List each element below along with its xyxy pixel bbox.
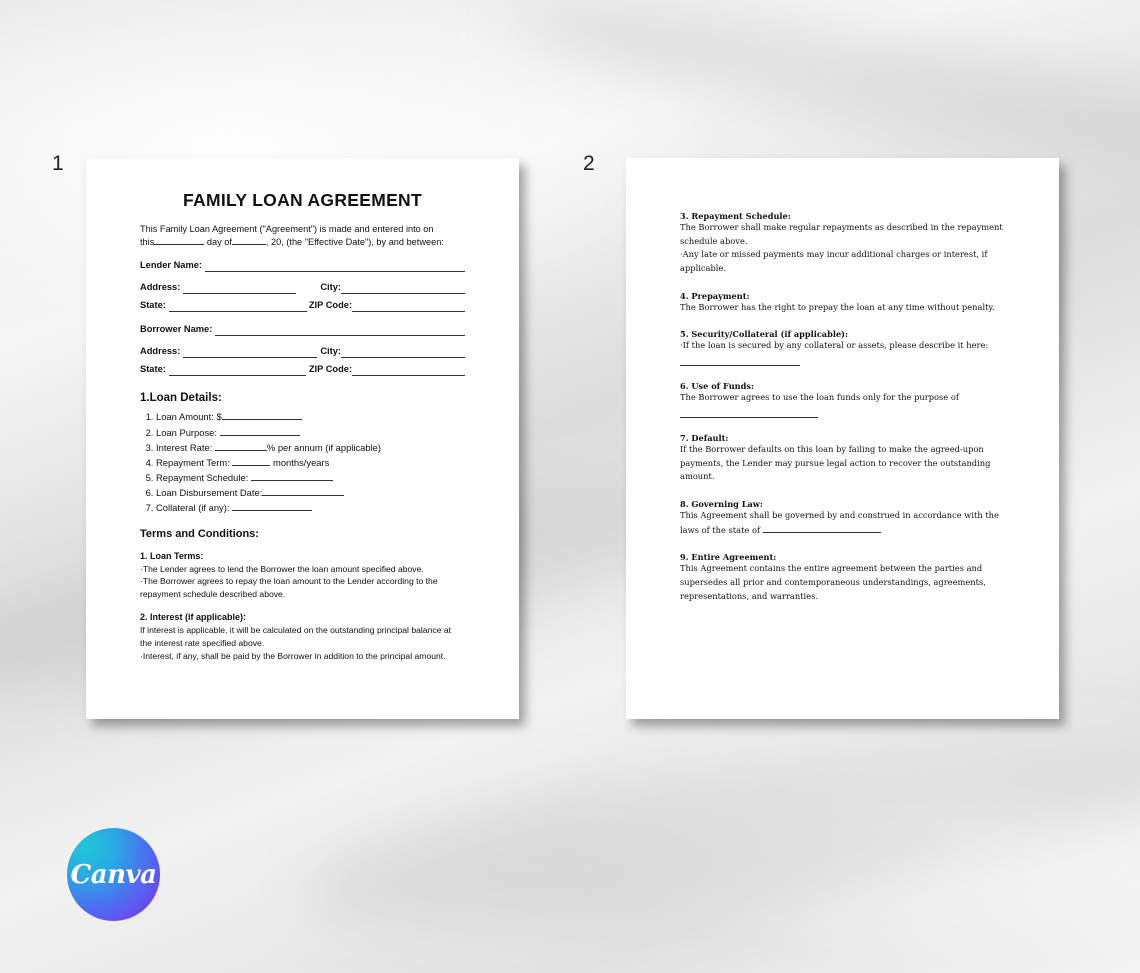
interest-heading: 2. Interest (if applicable): bbox=[140, 612, 247, 623]
canva-logo-text: Canva bbox=[70, 859, 157, 890]
loan-terms-2: ·The Borrower agrees to repay the loan amount to the Lender according to the repayment schedule described above. bbox=[140, 576, 438, 600]
section-prepayment: 4. Prepayment: The Borrower has the right to prepay the loan at any time without penalty. bbox=[680, 290, 995, 312]
address-blank bbox=[183, 283, 296, 294]
list-item: 5. Repayment Schedule: bbox=[156, 471, 465, 484]
lender-name-label: Lender Name: bbox=[140, 260, 202, 271]
city-blank bbox=[341, 283, 465, 294]
interest-2: ·Interest, if any, shall be paid by the Borrower in addition to the principal amount. bbox=[140, 650, 446, 661]
document-page-2 bbox=[626, 158, 1059, 719]
address-label: Address: bbox=[140, 282, 181, 293]
borrower-name-label: Borrower Name: bbox=[140, 324, 213, 335]
lender-name-row bbox=[140, 259, 465, 272]
state-blank bbox=[169, 301, 307, 312]
loan-details-list bbox=[140, 410, 465, 514]
document-title: FAMILY LOAN AGREEMENT bbox=[182, 190, 422, 210]
zip-blank bbox=[352, 365, 465, 376]
address-label: Address: bbox=[140, 346, 181, 357]
loan-terms-1: ·The Lender agrees to lend the Borrower the loan amount specified above. bbox=[140, 563, 424, 574]
borrower-name-blank bbox=[215, 325, 465, 336]
list-item: 4. Repayment Term: months/years bbox=[156, 456, 465, 469]
city-blank bbox=[341, 347, 465, 358]
state-label: State: bbox=[140, 300, 166, 311]
intro-line-1: This Family Loan Agreement ("Agreement") is made and entered into on bbox=[140, 223, 434, 234]
canva-logo-icon bbox=[67, 828, 160, 921]
lender-address-row bbox=[140, 281, 465, 294]
intro-line-2 bbox=[140, 235, 465, 249]
month-blank bbox=[232, 235, 266, 245]
day-blank bbox=[154, 235, 204, 245]
state-blank bbox=[763, 523, 881, 533]
section-use-of-funds: 6. Use of Funds: The Borrower agrees to use the loan funds only for the purpose of bbox=[680, 381, 1005, 418]
purpose-blank bbox=[680, 405, 818, 418]
borrower-address-row bbox=[140, 345, 465, 358]
page-number-1: 1 bbox=[52, 152, 64, 175]
loan-details-heading: 1.Loan Details: bbox=[140, 392, 222, 405]
list-item: 7. Collateral (if any): bbox=[156, 501, 465, 514]
list-item: 2. Loan Purpose: bbox=[156, 426, 465, 439]
section-governing-law: 8. Governing Law: This Agreement shall be governed by and construed in accordance with the laws of the state of bbox=[680, 498, 999, 535]
terms-heading: Terms and Conditions: bbox=[140, 527, 259, 540]
page-number-2: 2 bbox=[583, 152, 595, 175]
borrower-state-row bbox=[140, 363, 465, 376]
state-label: State: bbox=[140, 364, 166, 375]
interest-1: If interest is applicable, it will be calculated on the outstanding principal balance at the interest rate specified above. bbox=[140, 624, 451, 648]
city-label: City: bbox=[320, 346, 341, 357]
address-blank bbox=[183, 347, 317, 358]
document-page-1 bbox=[86, 158, 519, 719]
section-default: 7. Default: If the Borrower defaults on this loan by failing to make the agreed-upon payments, the Lender may pursue legal action to recover the outstanding amount. bbox=[680, 432, 991, 482]
intro-day-of: day of bbox=[206, 237, 232, 248]
list-item: 6. Loan Disbursement Date: bbox=[156, 486, 465, 499]
section-collateral: 5. Security/Collateral (if applicable): ·If the loan is secured by any collateral or assets, please describe it here: bbox=[680, 329, 1005, 366]
state-blank bbox=[169, 365, 306, 376]
zip-label: ZIP Code: bbox=[308, 300, 353, 311]
section-entire-agreement: 9. Entire Agreement: This Agreement contains the entire agreement between the parties and supersedes all prior and contemporaneous understandings, agreements, representations, and warranties. bbox=[680, 552, 986, 601]
list-item: 1. Loan Amount: $ bbox=[156, 410, 465, 423]
intro-this: this bbox=[140, 237, 155, 248]
city-label: City: bbox=[320, 282, 341, 293]
section-repayment: 3. Repayment Schedule: The Borrower shall make regular repayments as described in the repayment schedule above. ·Any late or missed payments may incur additional charges or interest, if applicable. bbox=[680, 211, 1003, 274]
intro-effective: , 20, (the "Effective Date"), by and between: bbox=[265, 237, 444, 248]
collateral-blank bbox=[680, 353, 800, 366]
borrower-name-row bbox=[140, 323, 465, 336]
zip-label: ZIP Code: bbox=[308, 364, 353, 375]
background-fold bbox=[295, 698, 1140, 962]
loan-terms-heading: 1. Loan Terms: bbox=[140, 550, 204, 561]
list-item: 3. Interest Rate: % per annum (if applicable) bbox=[156, 441, 465, 454]
zip-blank bbox=[352, 301, 465, 312]
lender-name-blank bbox=[205, 261, 465, 272]
lender-state-row bbox=[140, 299, 465, 312]
